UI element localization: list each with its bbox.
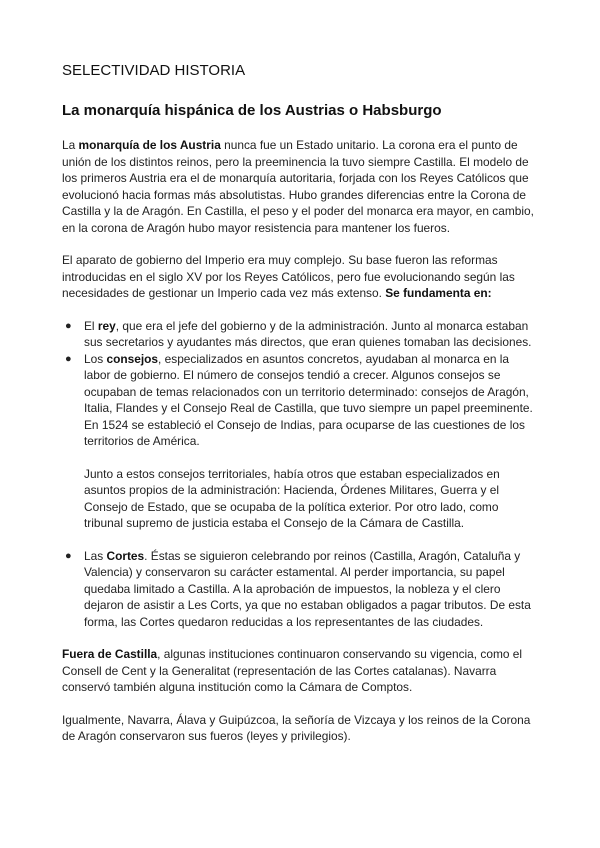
consejos-extra-paragraph: Junto a estos consejos territoriales, había otros que estaban especializados en asuntos propios de la administración: Hacienda, Órdenes Militares, Guerra y el Consejo de Estado, que se ocupaba de la política exterior. Por otro lado, como tribunal supremo de justicia estaba el Consejo de la Cámara de Castilla. — [84, 466, 500, 530]
rey-bold-term: rey — [97, 318, 116, 333]
intro-text-start: La — [62, 138, 79, 152]
cortes-text-start: Las — [84, 548, 107, 563]
cortes-text-rest: . Éstas se siguieron celebrando por reinos (Castilla, Aragón, Cataluña y Valencia) y conservaron su carácter estamental. Al perder importancia, su papel quedaba limitado a Castilla. A la aprobación de impuestos, la nobleza y el clero dejaron de asistir a Les Corts, ya que no estaban obligados a pagar tributos. De esta forma, las Cortes quedaron reducidas a los representantes de las ciudades. — [84, 548, 531, 629]
government-bold-term: Se fundamenta en: — [385, 286, 492, 300]
government-text: El aparato de gobierno del Imperio era muy complejo. Su base fueron las reformas introducidas en el siglo XV por los Reyes Católicos, pero fue evolucionando según las necesidades de gestionar un Imperio cada vez más extenso. — [62, 253, 515, 300]
bullet-icon: ● — [65, 319, 72, 332]
consejos-text-start: Los — [84, 351, 107, 366]
cortes-bold-term: Cortes — [106, 548, 145, 563]
outside-castilla-bold-term: Fuera de Castilla — [62, 647, 158, 661]
list-item-rey — [62, 318, 538, 351]
page-title: SELECTIVIDAD HISTORIA — [62, 62, 246, 79]
bullet-icon: ● — [65, 549, 72, 562]
list-item-consejos — [62, 351, 538, 532]
outside-castilla-paragraph — [62, 646, 538, 696]
bullet-icon: ● — [65, 352, 72, 365]
institutions-list — [62, 318, 538, 631]
consejos-text-rest: , especializados en asuntos concretos, ayudaban al monarca en la labor de gobierno. El número de consejos tendió a crecer. Algunos consejos se ocupaban de temas relacionados con un territorio determinado: consejos de Aragón, Italia, Flandes y el Consejo Real de Castilla, que tuvo siempre un papel preeminente. En 1524 se estableció el Consejo de Indias, para ocuparse de las cuestiones de los territorios de América. — [84, 351, 533, 448]
section-heading: La monarquía hispánica de los Austrias o Habsburgo — [62, 102, 442, 119]
list-item-cortes — [62, 548, 538, 631]
outside-castilla-text: , algunas instituciones continuaron conservando su vigencia, como el Consell de Cent y la Generalitat (representación de las Cortes catalanas). Navarra conservó también alguna institución como la Cámara de Comptos. — [62, 647, 523, 694]
rey-text-start: El — [84, 318, 98, 333]
rey-text-rest: , que era el jefe del gobierno y de la administración. Junto al monarca estaban sus secretarios y ayudantes más directos, que eran quienes tomaban las decisiones. — [84, 318, 532, 349]
government-paragraph — [62, 252, 538, 302]
intro-paragraph — [62, 137, 538, 236]
consejos-bold-term: consejos — [106, 351, 159, 366]
intro-bold-term: monarquía de los Austria — [78, 138, 221, 152]
intro-text-rest: nunca fue un Estado unitario. La corona era el punto de unión de los distintos reinos, pero la preeminencia la tuvo siempre Castilla. El modelo de los primeros Austria era el de monarquía autoritaria, forjada con los Reyes Católicos que evolucionó hacia formas más absolutistas. Hubo grandes diferencias entre la Corona de Castilla y la de Aragón. En Castilla, el peso y el poder del monarca era mayor, en cambio, en la corona de Aragón hubo mayor resistencia para mantener los fueros. — [62, 138, 534, 235]
fueros-paragraph: Igualmente, Navarra, Álava y Guipúzcoa, la señoría de Vizcaya y los reinos de la Corona de Aragón conservaron sus fueros (leyes y privilegios). — [62, 712, 531, 743]
